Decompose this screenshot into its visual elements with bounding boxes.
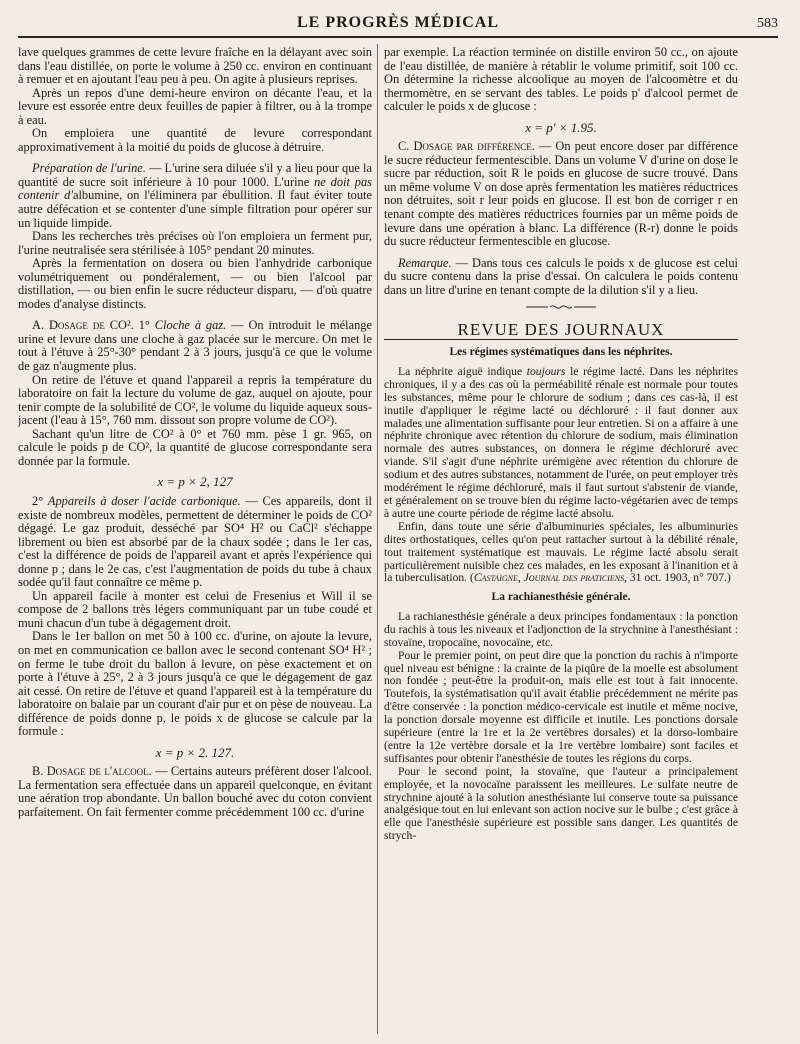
page-number: 583 (757, 16, 778, 31)
text: le régime lacté. Dans les néphrites chroniques, il y a des cas où la perméabilité rénale est normale pour toutes les substances, même pour le chlorure de sodium ; dans ces cas-là, il est inutile d'appliquer le régime lacté ou déchloruré : il faut donner aux malades une alimentation suffisante pour leur entretien. Si on a affaire à une néphrite chronique avec rétention du chlorure de sodium, mais élimination normale des autres substances, on donnera le régime déchloruré avec viande. S'il s'agit d'une néphrite urémigène avec rétention du chlorure de sodium et des autres substances, notamment de l'urée, on peut employer très modérément le régime déchloruré, mais il faut surtout s'abstenir de viande, et généralement on se trouve bien du régime lacto-végétarien avec de temps à autre une courte période de régime lacté absolu. (384, 364, 738, 520)
ornament-divider (384, 301, 738, 315)
text: — Certains auteurs préfèrent doser l'alcool. La fermentation sera effectuée dans un appareil quelconque, en évitant une aération trop abondante. Un ballon bouché avec du coton convient parfaitement. On fait fermenter comme précédemment 100 cc. d'urine (18, 764, 372, 819)
text: — L'urine sera diluée s'il y a lieu pour que la quantité de sucre soit inférieure à 10 pour 1000. L'urine (18, 161, 372, 189)
paragraph: Dans le 1er ballon on met 50 à 100 cc. d'urine, on ajoute la levure, on met en communication ce ballon avec le second contenant SO⁴ H² ; on ferme le tube droit du ballon à levure, on pèse exactement et on porte à l'étuve à 25°, 2 à 3 jours jusqu'à ce que le dégagement de gaz ait cessé. On retire de l'étuve et quand l'appareil est à la température du laboratoire on balaie par un courant d'air pur et on pèse de nouveau. La différence de poids donne p, le poids x de glucose se calcule par la formule : (18, 629, 372, 739)
article-title: Les régimes systématiques dans les néphrites. (449, 346, 673, 359)
paragraph-appareils (18, 495, 372, 590)
article-title: La rachianesthésie générale. (491, 591, 631, 604)
paragraph-dosage-co2 (18, 319, 372, 373)
paragraph (384, 366, 738, 521)
paragraph: Pour le second point, la stovaïne, que l'auteur a principalement employée, et la novocaïne paraissent les meilleures. Le sulfate neutre de strychnine ajouté à la solution anesthésiante lui conserve toute sa puissance analgésique tout en lui enlevant son action nocive sur le bulbe ; c'est grâce à elle que l'anesthésie supérieure est possible sans danger. Les quantités de strych- (384, 764, 738, 843)
paragraph-dosage-difference (384, 140, 738, 248)
page-header (18, 10, 778, 38)
paragraph: Un appareil facile à monter est celui de Fresenius et Will il se compose de 2 ballons très légers communiquant par un tube coudé et muni chacun d'un tube à dégagement droit. (18, 588, 372, 630)
article-body (384, 611, 738, 843)
article-body (384, 366, 738, 585)
paragraph: Après un repos d'une demi-heure environ on décante l'eau, et la levure est essorée entre deux feuilles de papier à filtrer, ou à la trompe à eau. (18, 85, 372, 127)
text: 31 oct. 1903, n° 707.) (626, 571, 731, 585)
paragraph: On retire de l'étuve et quand l'appareil a repris la température du laboratoire on fait la lecture du volume de gaz, auquel on ajoute, pour tenir compte de la solubilité de CO², le volume du liquide aqueux sous-jacent (l'eau à 15°, 760 mm. dissout son propre volume de CO²). (18, 372, 372, 428)
text: — On peut encore doser par différence le sucre réducteur fermentescible. Dans un volume V d'urine on dose le sucre par réduction, soit R le poids en glucose de sucre trouvé. Dans un même volume V on dose après fermentation les matières réductrices non détruites, soit r leur poids en glucose. Il est bon de corriger r en tenant compte des matières réductrices fournies par un même poids de levure dans une opération à blanc. La différence (R-r) donne le poids du sucre réducteur fermentescible en glucose. (384, 139, 738, 249)
paragraph: Dans les recherches très précises où l'on emploiera un ferment pur, l'urine neutralisée sera stérilisée à 105° pendant 20 minutes. (18, 229, 372, 257)
paragraph-dosage-alcool (18, 765, 372, 819)
emphasis: Appareils à doser l'acide carbonique. (47, 493, 241, 508)
right-column (384, 46, 738, 1036)
paragraph (384, 521, 738, 586)
section-heading: C. Dosage par différence. (398, 139, 535, 154)
emphasis: ne doit pas contenir d' (18, 174, 372, 203)
text: — Dans tous ces calculs le poids x de glucose est celui du sucre contenu dans la prise d'essai. On calculera le poids contenu dans un litre d'urine en tenant compte de la dilution s'il y a lieu. (384, 255, 738, 297)
paragraph-remarque (384, 257, 738, 298)
paragraph-title: Préparation de l'urine. (32, 161, 146, 176)
citation: Castaigne, Journal des praticiens, (473, 571, 627, 585)
emphasis: Cloche à gaz. (154, 318, 227, 333)
formula: x = p × 2. 127. (155, 744, 235, 760)
paragraph: Sachant qu'un litre de CO² à 0° et 760 mm. pèse 1 gr. 965, on calcule le poids p de CO², la quantité de glucose correspondante sera donnée par la formule. (18, 426, 372, 468)
paragraph: La rachianesthésie générale a deux principes fondamentaux : la ponction du rachis à tous les niveaux et l'adjonction de la strychnine à l'anesthésiant : stovaïne, tropocaïne, novocaïne, etc. (384, 609, 738, 649)
section-heading: B. Dosage de l'alcool. (32, 764, 152, 779)
text: — Ces appareils, dont il existe de nombreux modèles, permettent de déterminer le poids de CO² dégagé. Le gaz produit, desséché par SO⁴ H² ou CaCl² s'échappe librement ou bien est absorbé par de la chaux sodée ; dans le 1er cas, c'est la différence de poids de l'appareil avant et après l'expérience qui donne p ; dans le 2e cas, c'est l'augmentation de poids du tube à chaux sodée qu'il faut connaître ce même p. (18, 493, 372, 590)
formula: x = p' × 1.95. (525, 119, 597, 135)
text: La néphrite aiguë indique (398, 364, 527, 378)
ornament-icon (526, 303, 596, 311)
section-heading: A. Dosage de CO². 1° (32, 318, 155, 333)
text: Enfin, dans toute une série d'albuminuries spéciales, les albuminuries dites orthostatiques, celles qu'on peut rattacher surtout à la débilité rénale, tout traitement systématique est mauvais. Le régime lacté absolu serait particulièrement nuisible chez ces malades, en les exposant à l'inanition et à la tuberculisation. ( (384, 519, 738, 585)
paragraph: On emploiera une quantité de levure correspondant approximativement à la moitié du poids de glucose à détruire. (18, 126, 372, 154)
emphasis: toujours (526, 364, 566, 378)
paragraph: Pour le premier point, on peut dire que la ponction du rachis à n'importe quel niveau est bénigne : la crainte de la piqûre de la moelle est absolument non fondée ; peut-être la produit-on, mais elle est tout à fait innocente. Toutefois, la systématisation qu'il avait établie précédemment ne mérite pas d'être conservée : la ponction médico-cervicale est inutile et même nocive, la ponction dorsale moyenne est difficile et inutile. Les ponctions dorsale supérieure (entre la 1re et la 2e vertèbres dorsales) et la dorso-lombaire (entre la 12e vertèbre dorsale et la 1re vertèbre lombaire) sont faciles et suffisantes pour obtenir l'anesthésie de toutes les régions du corps. (384, 648, 738, 765)
section-title: REVUE DES JOURNAUX (384, 323, 738, 341)
journal-title: LE PROGRÈS MÉDICAL (296, 14, 500, 31)
paragraph-title: Remarque. (398, 255, 452, 270)
paragraph: lave quelques grammes de cette levure fraîche en la délayant avec soin dans l'eau distillée, on porte le volume à 250 cc. environ en continuant à remuer et en ajoutant l'eau peu à peu. On agite à plusieurs reprises. (18, 46, 372, 87)
left-column (18, 46, 372, 1036)
text: albumine, on l'éliminera par ébullition. Il faut éviter toute autre défécation et se contenter d'une simple filtration pour opérer sur un liquide limpide. (18, 188, 372, 230)
text: — On introduit le mélange urine et levure dans une cloche à gaz placée sur le mercure. On met le tout à l'étuve à 25°-30° pendant 2 à 3 jours, jusqu'à ce que le volume de gaz n'augmente plus. (18, 318, 372, 374)
paragraph-urine-preparation (18, 162, 372, 230)
text: 2° (32, 493, 48, 508)
formula: x = p × 2, 127 (157, 474, 233, 490)
paragraph: Après la fermentation on dosera ou bien l'anhydride carbonique volumétriquement ou pondéralement, — ou bien l'alcool par distillation, — ou bien enfin le sucre réducteur disparu, — d'où quatre modes d'analyse distincts. (18, 256, 372, 311)
paragraph: par exemple. La réaction terminée on distille environ 50 cc., on ajoute de l'eau distillée, de manière à rétablir le volume primitif, soit 100 cc. On détermine la richesse alcoolique au moyen de l'alcoomètre et du thermomètre, en se servant des tables. Le poids p' d'alcool permet de calculer le poids x de glucose : (384, 46, 738, 114)
column-divider (377, 44, 378, 1034)
